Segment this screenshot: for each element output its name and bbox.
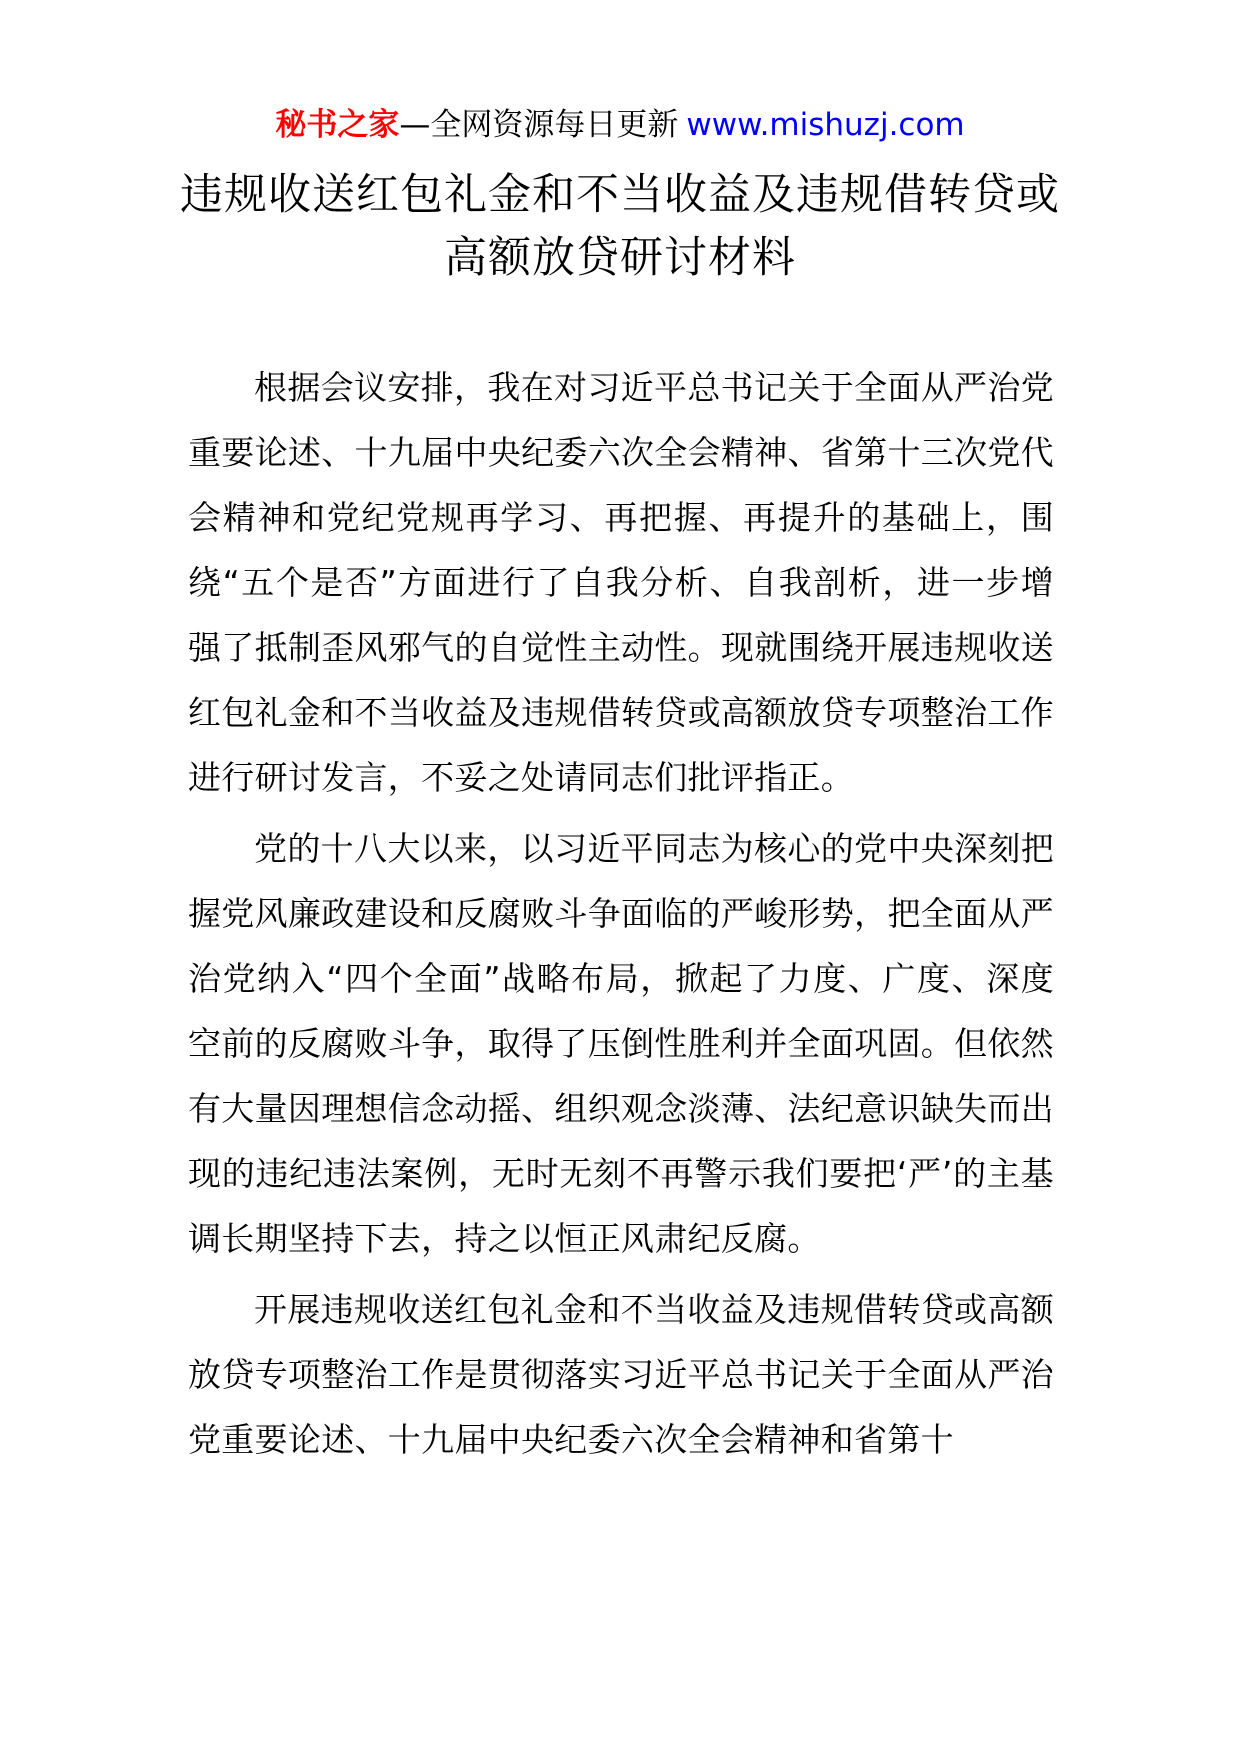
paragraph-2: 党的十八大以来，以习近平同志为核心的党中央深刻把握党风廉政建设和反腐败斗争面临的严峻形势，把全面从严治党纳入“四个全面”战略布局，掀起了力度、广度、深度空前的反腐败斗争，取得了压倒性胜利并全面巩固。但依然有大量因理想信念动摇、组织观念淡薄、法纪意识缺失而出现的违纪违法案例，无时无刻不再警示我们要把‘严’的主基调长期坚持下去，持之以恒正风肃纪反腐。 [188, 829, 1054, 1258]
header-tagline: —全网资源每日更新 [399, 107, 679, 143]
paragraph-3: 开展违规收送红包礼金和不当收益及违规借转贷或高额放贷专项整治工作是贯彻落实习近平总书记关于全面从严治党重要论述、十九届中央纪委六次全会精神和省第十 [188, 1290, 1054, 1459]
document-body [188, 355, 1054, 1478]
site-header [0, 103, 1240, 147]
document-title: 违规收送红包礼金和不当收益及违规借转贷或高额放贷研讨材料 [180, 170, 1060, 283]
brand-name: 秘书之家 [275, 107, 400, 143]
site-url-link[interactable]: www.mishuzj.com [686, 107, 965, 143]
paragraph-1: 根据会议安排，我在对习近平总书记关于全面从严治党重要论述、十九届中央纪委六次全会精神、省第十三次党代会精神和党纪党规再学习、再把握、再提升的基础上，围绕“五个是否”方面进行了自我分析、自我剖析，进一步增强了抵制歪风邪气的自觉性主动性。现就围绕开展违规收送红包礼金和不当收益及违规借转贷或高额放贷专项整治工作进行研讨发言，不妥之处请同志们批评指正。 [188, 368, 1054, 797]
